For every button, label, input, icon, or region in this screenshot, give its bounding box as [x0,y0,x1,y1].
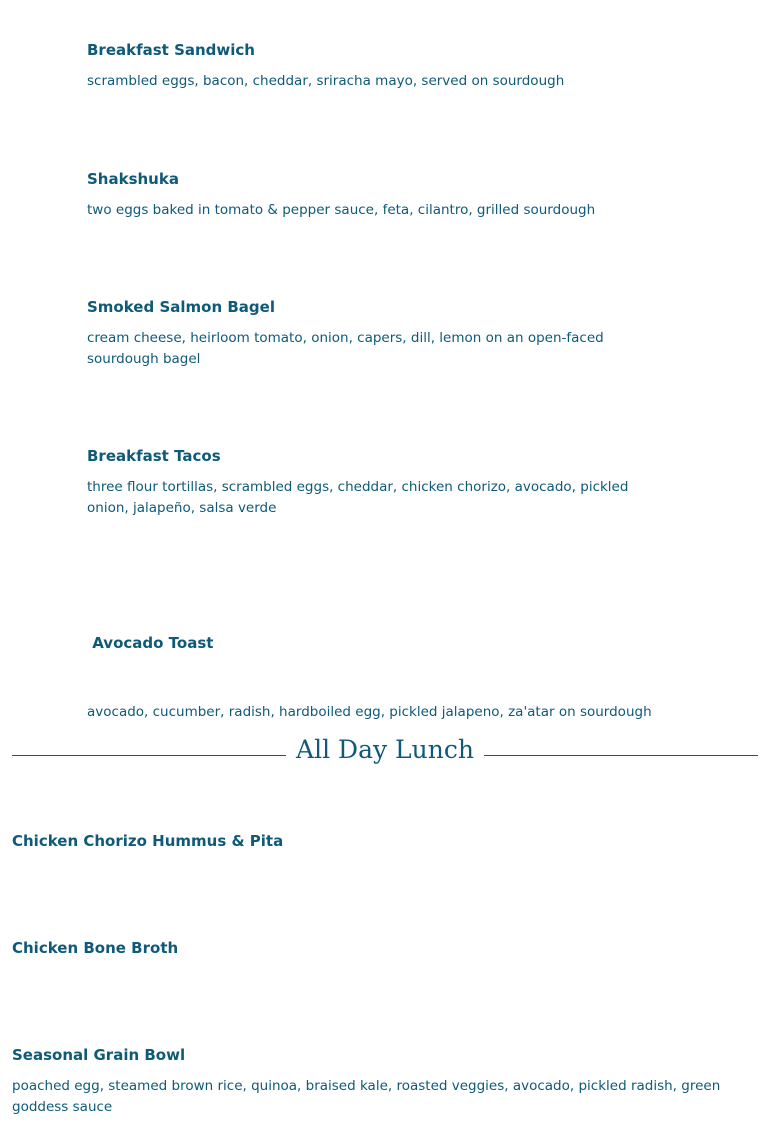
item-description: poached egg, steamed brown rice, quinoa, braised kale, roasted veggies, avocado, pickled radish, green goddess sauce [12,1078,721,1115]
item-name: Breakfast Sandwich [87,41,255,59]
menu-item-avocado-toast [87,595,667,742]
menu-item-seasonal-grain-bowl [12,1045,747,1118]
item-description: two eggs baked in tomato & pepper sauce, feta, cilantro, grilled sourdough [87,202,596,218]
menu-item-breakfast-tacos [87,446,657,519]
section-title: All Day Lunch [296,735,474,764]
menu-item-breakfast-sandwich [87,40,667,92]
menu-item-chicken-bone-broth [12,938,752,958]
item-description: avocado, cucumber, radish, hardboiled egg, pickled jalapeno, za'atar on sourdough [87,704,652,720]
divider-right [484,755,758,756]
section-header-all-day-lunch [12,733,758,773]
item-description: scrambled eggs, bacon, cheddar, sriracha mayo, served on sourdough [87,73,565,89]
item-name: Chicken Chorizo Hummus & Pita [12,832,284,850]
item-name: Seasonal Grain Bowl [12,1046,186,1064]
item-name: Smoked Salmon Bagel [87,298,275,316]
item-name: Shakshuka [87,170,179,188]
menu-item-shakshuka [87,169,667,221]
menu-item-chicken-chorizo-hummus [12,831,752,851]
item-name: Breakfast Tacos [87,447,221,465]
item-name: Chicken Bone Broth [12,939,179,957]
menu-item-smoked-salmon-bagel [87,297,632,370]
item-name: Avocado Toast [87,634,214,652]
item-description: cream cheese, heirloom tomato, onion, capers, dill, lemon on an open-faced sourdough bagel [87,330,604,367]
divider-left [12,755,286,756]
item-description: three flour tortillas, scrambled eggs, cheddar, chicken chorizo, avocado, pickled onion, jalapeño, salsa verde [87,479,629,516]
